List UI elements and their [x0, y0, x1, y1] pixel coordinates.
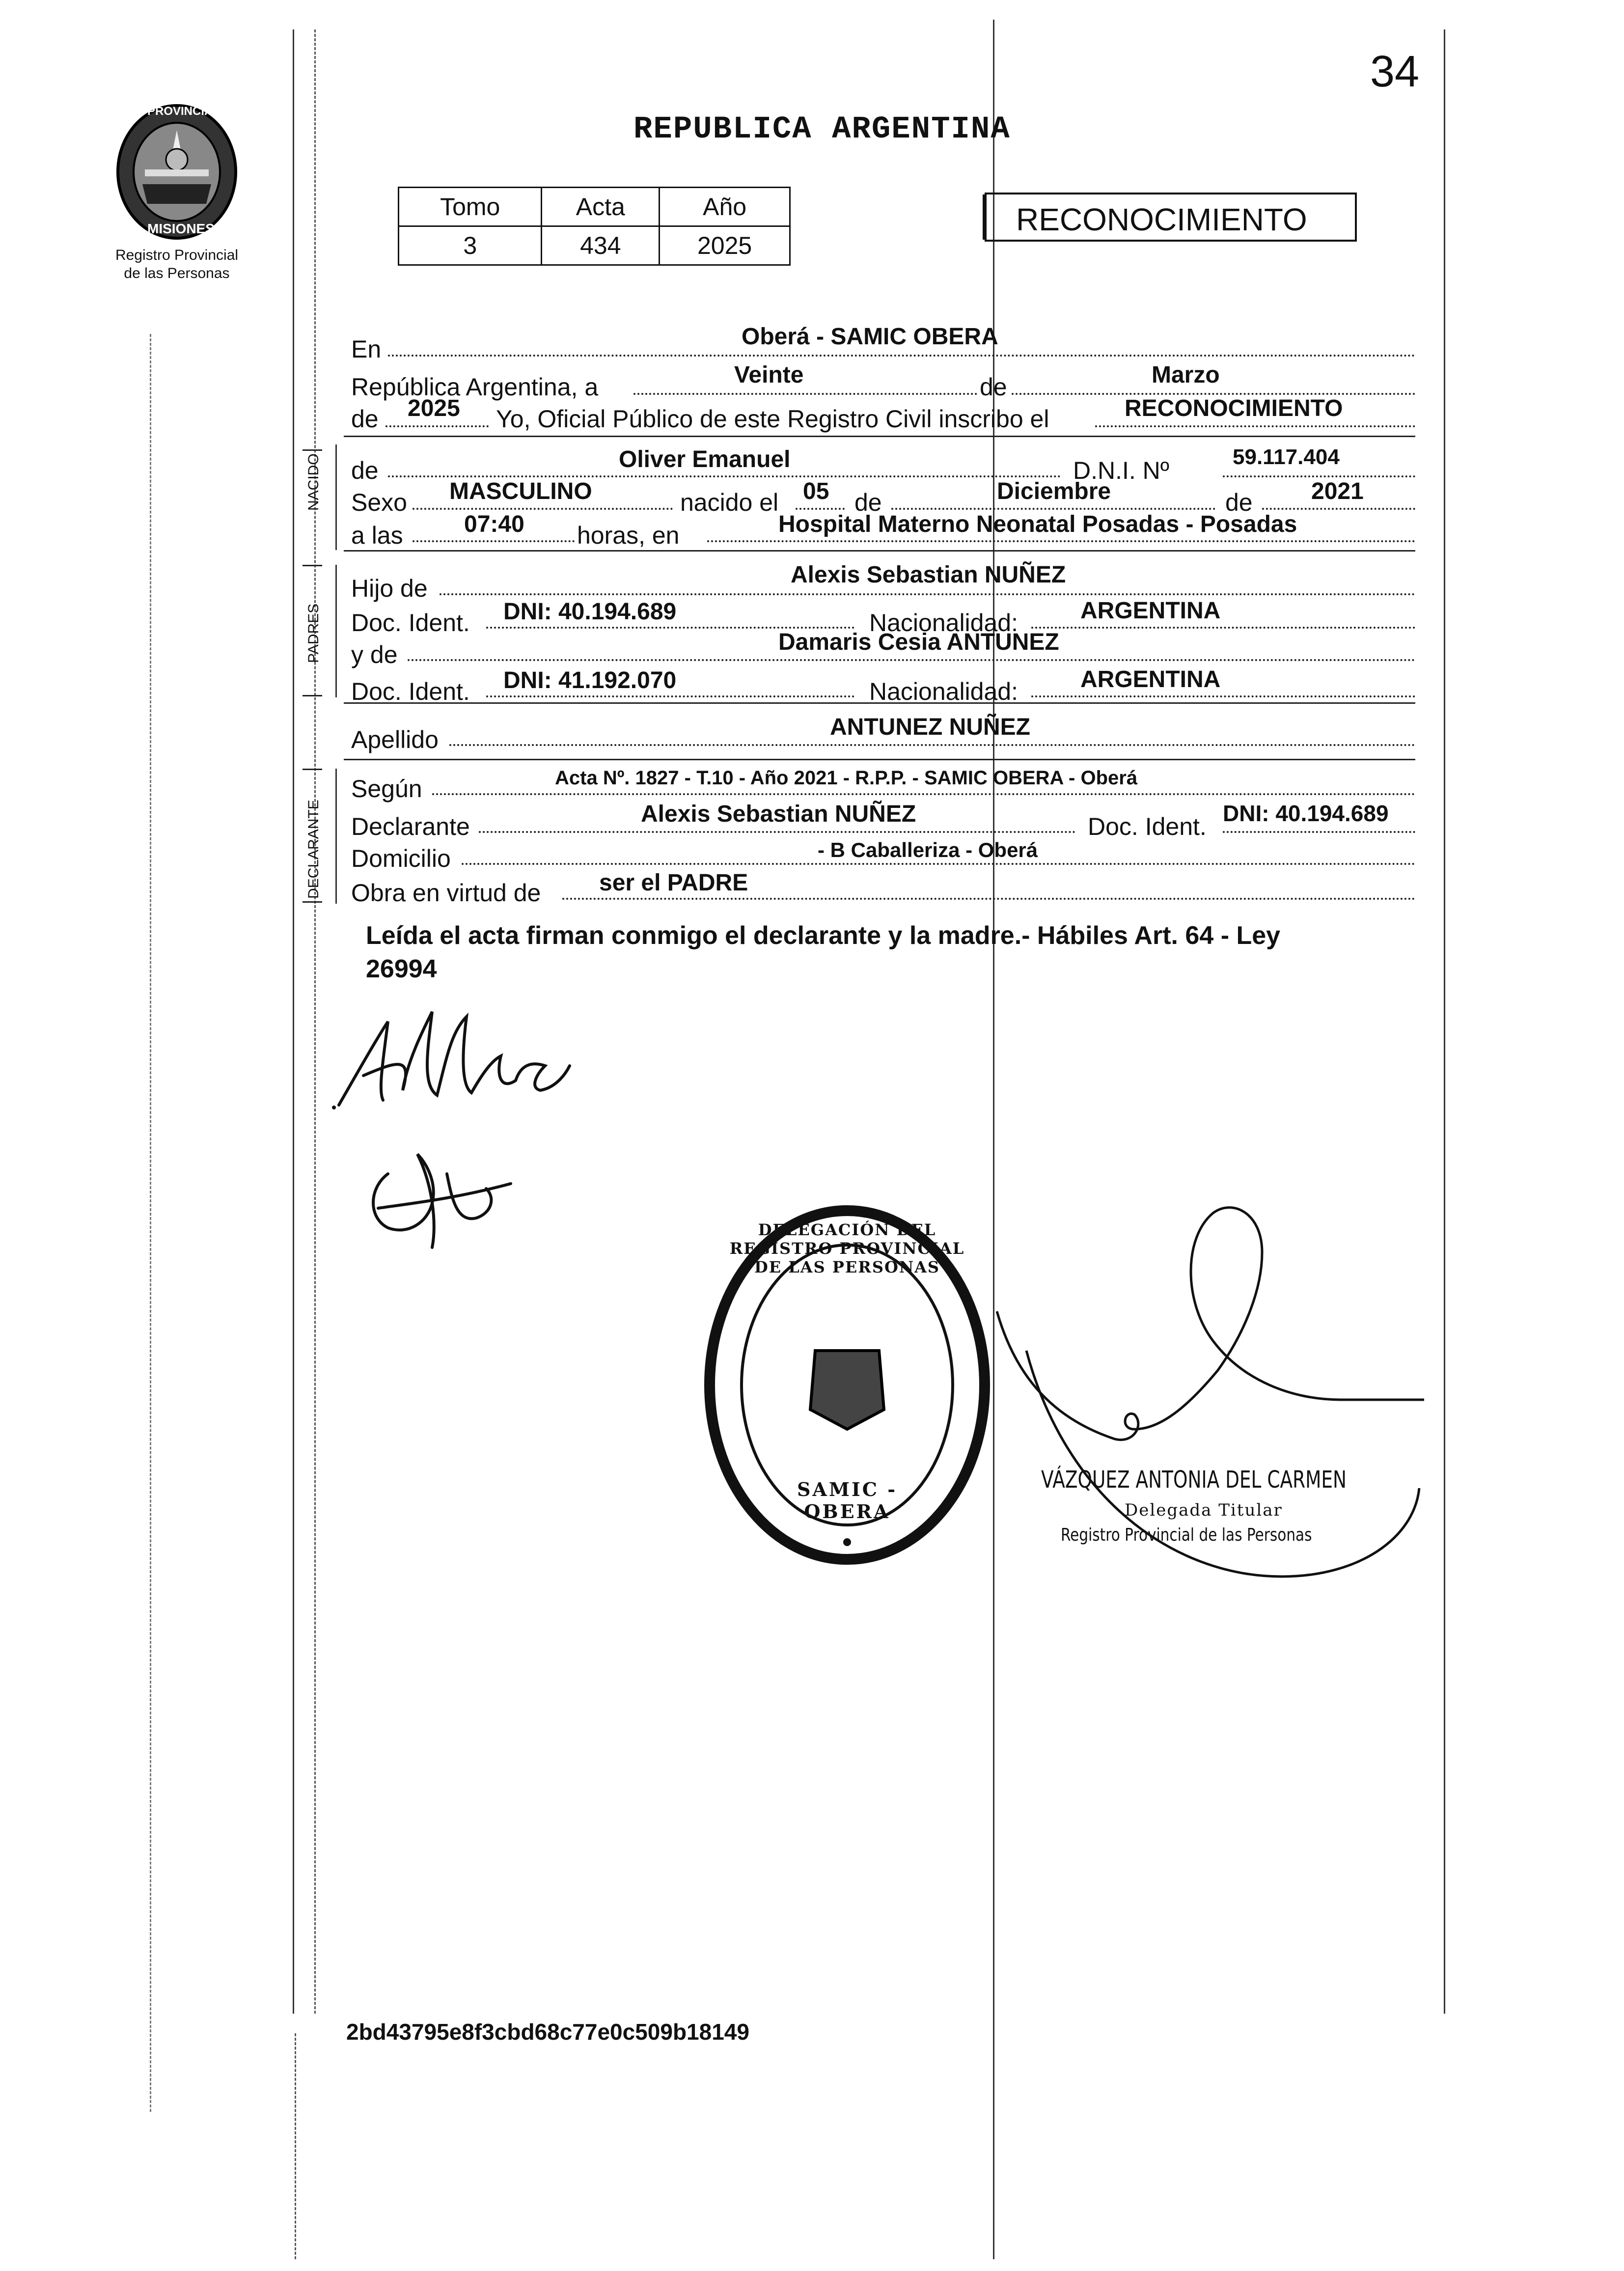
logo-caption-1: Registro Provincial: [115, 247, 239, 263]
dni-label: D.N.I. Nº: [1073, 457, 1170, 484]
section-tick-2: [303, 565, 322, 566]
segun-label: Según: [351, 775, 422, 803]
domicilio-line: [462, 863, 1415, 865]
sexo-line: [413, 508, 673, 510]
nacido-dia: 05: [803, 478, 829, 504]
rule-above-padres: [344, 550, 1415, 552]
obra-line: [562, 898, 1415, 900]
nombre-label: de: [351, 457, 379, 484]
nac1-label: Nacionalidad:: [869, 609, 1018, 637]
seal-bottom-text: MISIONES: [147, 221, 215, 236]
padre-value: Alexis Sebastian NUÑEZ: [791, 562, 1066, 588]
official-office: Registro Provincial de las Personas: [1061, 1525, 1312, 1545]
doc-type-box: [985, 193, 1357, 242]
rule-above-declarante: [344, 759, 1415, 760]
nacido-label: nacido el: [680, 489, 779, 516]
en-value: Oberá - SAMIC OBERA: [742, 324, 998, 350]
stamp-inner-text: SAMIC - OBERA: [797, 1478, 897, 1523]
outer-left-dashes: [150, 334, 151, 2112]
apellido-value: ANTUNEZ NUÑEZ: [830, 714, 1030, 740]
declarante-value: Alexis Sebastian NUÑEZ: [641, 801, 916, 827]
register-table: [398, 187, 791, 266]
lugar-value: Hospital Materno Neonatal Posadas - Posadas: [778, 511, 1297, 537]
nacido-mes: Diciembre: [997, 478, 1111, 504]
rule-above-nacido: [344, 436, 1415, 437]
anio-header: Año: [660, 188, 790, 226]
office-stamp: [702, 1203, 992, 1567]
official-name: VÁZQUEZ ANTONIA DEL CARMEN: [1041, 1466, 1347, 1494]
closing-line-1: Leída el acta firman conmigo el declarante y la madre.- Hábiles Art. 64 - Ley: [366, 921, 1281, 950]
document-hash: 2bd43795e8f3cbd68c77e0c509b18149: [346, 2019, 749, 2045]
nac2-line: [1031, 695, 1415, 697]
nacido-anio: 2021: [1311, 478, 1364, 504]
bracket-nacido: [335, 444, 337, 550]
side-label-padres: PADRES: [305, 603, 322, 663]
sexo-value: MASCULINO: [449, 478, 592, 504]
closing-line-2: 26994: [366, 955, 437, 983]
apellido-label: Apellido: [351, 726, 439, 753]
section-tick-4: [303, 769, 322, 770]
declarante-label: Declarante: [351, 813, 470, 840]
nombre-line: [388, 475, 1061, 477]
nacido-de2-label: de: [1225, 489, 1253, 516]
doc2-label: Doc. Ident.: [351, 678, 470, 705]
lugar-line: [707, 540, 1415, 542]
acta-header: Acta: [542, 188, 660, 226]
en-line: [388, 355, 1415, 357]
mother-signature: [358, 1144, 521, 1257]
bottom-dashes: [295, 2033, 296, 2259]
declarante-line: [479, 831, 1075, 833]
seal-top-text: PROVINCIA DE: [147, 105, 232, 118]
dni-line: [1223, 475, 1415, 477]
mes-value: Marzo: [1152, 362, 1220, 388]
anio-value: 2025: [660, 226, 790, 265]
padre-line: [440, 593, 1415, 595]
side-label-nacido: NACIDO: [305, 453, 322, 511]
section-tick-5: [303, 901, 322, 903]
doc1-value: DNI: 40.194.689: [503, 599, 677, 625]
madre-value: Damaris Cesia ANTUNEZ: [778, 629, 1059, 655]
side-label-declarante: DECLARANTE: [305, 800, 322, 899]
hora-line: [413, 540, 575, 542]
nacido-anio-line: [1262, 508, 1415, 510]
anio-line: [385, 425, 489, 427]
hora-value: 07:40: [464, 511, 524, 537]
hora-label: a las: [351, 522, 403, 549]
nacido-mes-line: [891, 508, 1215, 510]
yde-label: y de: [351, 641, 398, 668]
left-margin-rule-2: [314, 29, 316, 2014]
tomo-header: Tomo: [399, 188, 542, 226]
nac1-value: ARGENTINA: [1080, 598, 1221, 624]
declarant-signature: [324, 1002, 579, 1115]
apellido-line: [449, 744, 1415, 746]
rule-above-apellido: [344, 702, 1415, 704]
hijo-label: Hijo de: [351, 575, 428, 602]
bracket-declarante: [335, 769, 337, 904]
decl-doc-value: DNI: 40.194.689: [1223, 801, 1389, 826]
section-tick-3: [303, 695, 322, 696]
nacido-dia-line: [796, 508, 845, 510]
de2-label: de: [351, 405, 379, 433]
horas-en-label: horas, en: [577, 522, 680, 549]
tomo-value: 3: [399, 226, 542, 265]
republica-label: República Argentina, a: [351, 373, 599, 401]
page-number: 34: [1370, 47, 1420, 96]
domicilio-label: Domicilio: [351, 845, 451, 872]
inscribo-label: Yo, Oficial Público de este Registro Civil inscribo el: [496, 405, 1049, 433]
en-label: En: [351, 335, 382, 363]
domicilio-value: - B Caballeriza - Oberá: [818, 838, 1038, 861]
decl-doc-label: Doc. Ident.: [1088, 813, 1207, 840]
doc1-line: [486, 627, 854, 629]
obra-label: Obra en virtud de: [351, 879, 541, 907]
madre-line: [408, 659, 1415, 661]
nombre-value: Oliver Emanuel: [619, 446, 791, 472]
stamp-ring-text: DELEGACIÓN DEL REGISTRO PROVINCIAL DE LAS PERSONAS: [729, 1220, 965, 1276]
acta-value: 434: [542, 226, 660, 265]
nacido-de-label: de: [854, 489, 882, 516]
de-label: de: [980, 373, 1007, 401]
left-margin-rule: [293, 29, 294, 2014]
right-margin-rule: [1444, 29, 1445, 2014]
decl-doc-line: [1223, 831, 1415, 833]
nac2-value: ARGENTINA: [1080, 666, 1221, 692]
province-seal-logo: [113, 101, 241, 243]
inscribo-line: [1095, 425, 1415, 427]
dni-value: 59.117.404: [1233, 445, 1340, 469]
obra-value: ser el PADRE: [599, 870, 748, 896]
dia-line: [633, 393, 977, 395]
doc1-label: Doc. Ident.: [351, 609, 470, 637]
inscribo-value: RECONOCIMIENTO: [1125, 395, 1343, 421]
logo-caption-2: de las Personas: [124, 265, 230, 281]
segun-value: Acta Nº. 1827 - T.10 - Año 2021 - R.P.P. - SAMIC OBERA - Oberá: [555, 767, 1138, 789]
bracket-padres: [335, 565, 337, 697]
section-tick-1: [303, 449, 322, 451]
doc2-value: DNI: 41.192.070: [503, 667, 677, 693]
official-title: Delegada Titular: [1125, 1500, 1283, 1520]
doc2-line: [486, 695, 854, 697]
anio-value: 2025: [408, 395, 460, 421]
doc-type-label: RECONOCIMIENTO: [1016, 202, 1307, 237]
sexo-label: Sexo: [351, 489, 407, 516]
mes-line: [1012, 393, 1415, 395]
nac2-label: Nacionalidad:: [869, 678, 1018, 705]
country-title: REPUBLICA ARGENTINA: [633, 112, 1011, 147]
nac1-line: [1031, 627, 1415, 629]
segun-line: [432, 793, 1415, 795]
dia-value: Veinte: [734, 362, 804, 388]
